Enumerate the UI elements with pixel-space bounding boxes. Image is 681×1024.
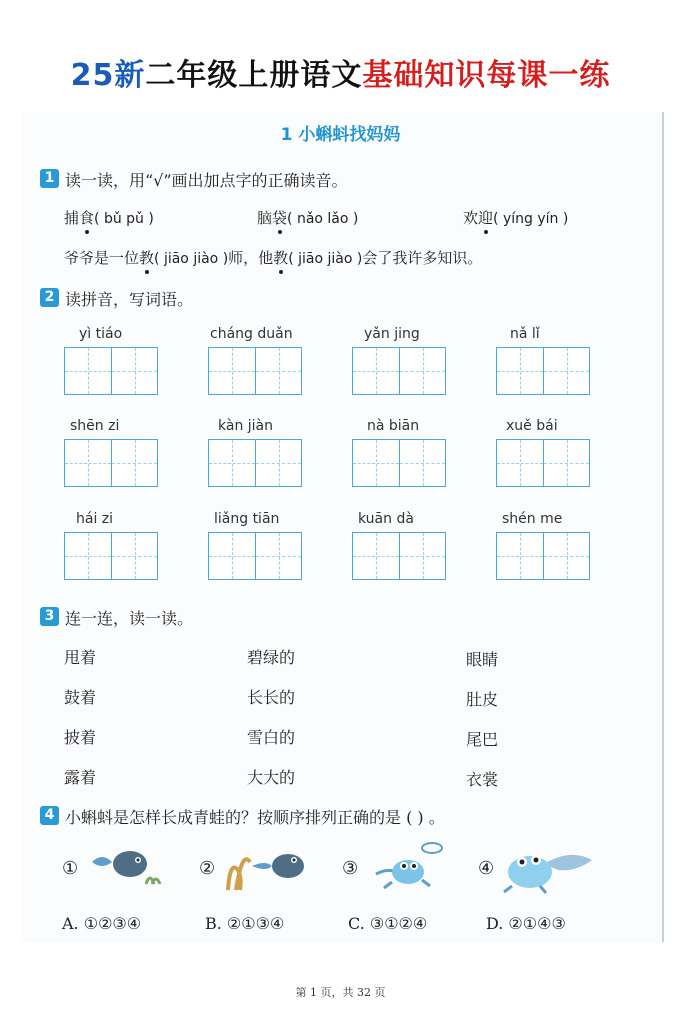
q1-sentence — [64, 247, 482, 268]
stage-marker: ① — [62, 858, 79, 879]
pinyin-label: shén me — [502, 511, 563, 527]
match-item-right[interactable]: 尾巴 — [466, 730, 499, 749]
question-2-text: 读拼音，写词语。 — [65, 290, 194, 309]
tadpole-icon — [222, 838, 308, 894]
writing-grid[interactable] — [64, 347, 158, 395]
pinyin-label: liǎng tiān — [214, 511, 280, 527]
q1-item-1-pre: 捕 — [64, 209, 80, 227]
question-1-text: 读一读，用“√”画出加点字的正确读音。 — [65, 171, 348, 190]
lesson-title: 1 小蝌蚪找妈妈 — [280, 125, 401, 145]
answer-option-d[interactable]: D. ②①④③ — [486, 914, 566, 933]
stage-marker: ④ — [478, 858, 495, 879]
pinyin-label: kuān dà — [358, 511, 414, 527]
writing-grid[interactable] — [496, 347, 590, 395]
pinyin-label: nà biān — [367, 418, 420, 434]
pinyin-label: shēn zi — [70, 418, 120, 434]
writing-grid[interactable] — [64, 532, 158, 580]
answer-option-c[interactable]: C. ③①②④ — [348, 914, 428, 933]
pinyin-label: yǎn jing — [364, 326, 420, 342]
page-footer: 第 1 页，共 32 页 — [295, 986, 386, 999]
q1-sentence-options-1: ( jiāo jiào ) — [154, 251, 229, 267]
writing-grid[interactable] — [352, 532, 446, 580]
match-item-middle[interactable]: 碧绿的 — [247, 648, 296, 667]
match-item-middle[interactable]: 长长的 — [247, 688, 296, 707]
banner-part-1: 25新 — [70, 58, 146, 93]
answer-option-a[interactable]: A. ①②③④ — [62, 914, 142, 933]
pinyin-label: cháng duǎn — [210, 326, 293, 342]
match-item-left[interactable]: 披着 — [64, 728, 97, 747]
writing-grid[interactable] — [352, 439, 446, 487]
frog-icon — [500, 838, 596, 896]
match-item-left[interactable]: 鼓着 — [64, 688, 97, 707]
tadpole-icon — [88, 840, 168, 892]
question-4-number: 4 — [40, 806, 59, 825]
stage-marker: ② — [199, 858, 216, 879]
q1-sentence-dotted-2: 教 — [273, 249, 289, 267]
answer-option-b[interactable]: B. ②①③④ — [205, 914, 285, 933]
question-2-number: 2 — [40, 288, 59, 307]
q1-item-3-dotted: 迎 — [478, 209, 494, 227]
match-item-right[interactable]: 肚皮 — [466, 690, 499, 709]
q1-sentence-part-b: 师，他 — [228, 249, 274, 267]
writing-grid[interactable] — [208, 532, 302, 580]
page-banner — [0, 50, 681, 94]
stage-marker: ③ — [342, 858, 359, 879]
pinyin-label: kàn jiàn — [218, 418, 273, 434]
match-item-middle[interactable]: 雪白的 — [247, 728, 296, 747]
match-item-middle[interactable]: 大大的 — [247, 768, 296, 787]
q1-item-1-options: ( bǔ pǔ ) — [94, 211, 154, 227]
pinyin-label: hái zi — [76, 511, 114, 527]
q1-item-3-options: ( yíng yín ) — [493, 211, 569, 227]
q1-item-3 — [463, 207, 568, 228]
writing-grid[interactable] — [496, 439, 590, 487]
q1-item-2 — [257, 207, 358, 228]
match-item-right[interactable]: 衣裳 — [466, 770, 499, 789]
match-item-right[interactable]: 眼睛 — [466, 650, 499, 669]
writing-grid[interactable] — [208, 347, 302, 395]
q1-item-2-dotted: 袋 — [272, 209, 288, 227]
question-1-number: 1 — [40, 169, 59, 188]
q1-item-1 — [64, 207, 154, 228]
froglet-icon — [368, 838, 452, 894]
writing-grid[interactable] — [496, 532, 590, 580]
pinyin-label: nǎ lǐ — [510, 326, 540, 342]
question-3-text: 连一连，读一读。 — [65, 609, 194, 628]
match-item-left[interactable]: 甩着 — [64, 648, 97, 667]
q1-item-2-pre: 脑 — [257, 209, 273, 227]
q1-sentence-part-a: 爷爷是一位 — [64, 249, 140, 267]
q1-sentence-part-c: 会了我许多知识。 — [362, 249, 483, 267]
match-item-left[interactable]: 露着 — [64, 768, 97, 787]
writing-grid[interactable] — [64, 439, 158, 487]
pinyin-label: xuě bái — [506, 418, 558, 434]
q1-sentence-dotted-1: 教 — [139, 249, 155, 267]
q1-item-2-options: ( nǎo lǎo ) — [287, 211, 359, 227]
banner-part-2: 二年级上册语文 — [145, 58, 363, 93]
q1-item-1-dotted: 食 — [79, 209, 95, 227]
pinyin-label: yì tiáo — [79, 326, 123, 342]
banner-part-3: 基础知识每课一练 — [362, 58, 611, 93]
question-3-number: 3 — [40, 607, 59, 626]
question-4-text: 小蝌蚪是怎样长成青蛙的？按顺序排列正确的是 ( ) 。 — [65, 808, 445, 827]
writing-grid[interactable] — [352, 347, 446, 395]
q1-item-3-pre: 欢 — [463, 209, 479, 227]
writing-grid[interactable] — [208, 439, 302, 487]
q1-sentence-options-2: ( jiāo jiào ) — [288, 251, 363, 267]
